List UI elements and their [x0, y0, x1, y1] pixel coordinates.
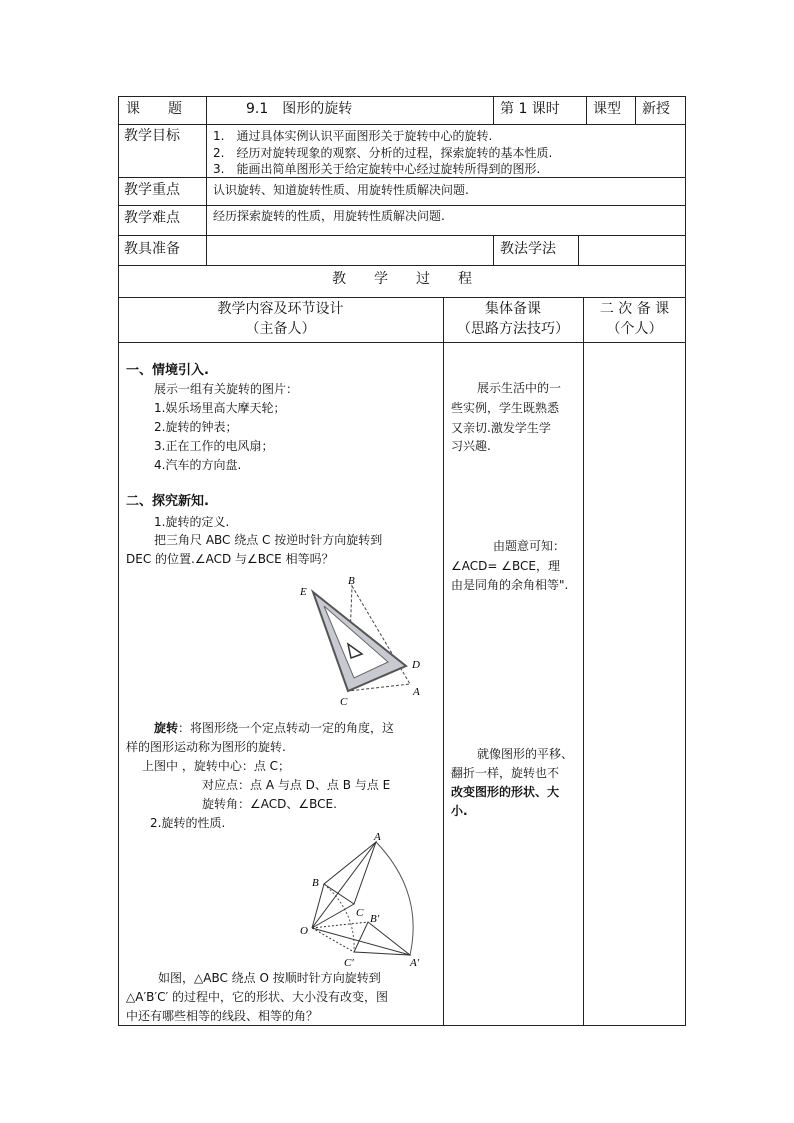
segment-oa1	[312, 928, 410, 955]
rotation-arc	[376, 842, 413, 955]
lesson-plan-table	[118, 96, 686, 1025]
center-line: 上图中 ，旋转中心：点 C；	[142, 759, 291, 773]
col-border	[443, 297, 444, 1025]
definition-line	[154, 720, 394, 737]
fig1-label-d: D	[412, 659, 420, 671]
col2-subheader: （思路方法技巧）	[457, 321, 569, 337]
note2-line: ∠ACD= ∠BCE，理	[451, 559, 560, 573]
question1-line: 把三角尺 ABC 绕点 C 按逆时针方向旋转到	[154, 533, 383, 547]
fig2-label-c1: C′	[344, 957, 354, 969]
triangle-a1b1c1	[354, 922, 410, 955]
segment-oc1	[312, 928, 354, 952]
note2-line: 由题意可知：	[493, 539, 566, 553]
note1-line: 展示生活中的一	[477, 381, 562, 395]
col-border	[685, 96, 686, 1025]
goal-item: 3. 能画出简单图形关于给定旋转中心经过旋转所得到的图形.	[213, 162, 541, 176]
col-border	[493, 96, 494, 124]
segment-ob	[312, 884, 324, 928]
period: 第 1 课时	[500, 101, 560, 117]
tools-label: 教具准备	[124, 241, 180, 257]
col-border	[206, 96, 207, 265]
row-border	[118, 342, 686, 343]
goal-item: 1. 通过具体实例认识平面图形关于旋转中心的旋转.	[213, 129, 493, 143]
fig2-label-o: O	[300, 925, 308, 937]
row-border	[118, 1025, 686, 1026]
section2-sub2: 2.旋转的性质.	[150, 816, 226, 830]
col-border	[578, 235, 579, 265]
col-border	[118, 96, 119, 1025]
question2-line: 中还有哪些相等的线段、相等的角？	[126, 1009, 319, 1023]
key-points-text: 认识旋转、知道旋转性质、用旋转性质解决问题.	[213, 183, 469, 197]
fig1-label-c: C	[340, 696, 348, 708]
row-border	[118, 96, 686, 97]
col-border	[635, 96, 636, 124]
lesson-title: 9.1 图形的旋转	[246, 101, 353, 117]
correspondence-line: 对应点：点 A 与点 D、点 B 与点 E	[202, 778, 391, 792]
note2-line: 由是同角的余角相等".	[451, 578, 569, 592]
fig1-label-e: E	[300, 586, 307, 598]
col2-header: 集体备课	[485, 301, 541, 317]
method-label: 教法学法	[500, 241, 556, 257]
type-label: 课型	[593, 101, 621, 117]
col-border	[583, 297, 584, 1025]
note1-line: 些实例，学生既熟悉	[451, 401, 560, 415]
section1-item: 3.正在工作的电风扇；	[154, 439, 274, 453]
fig2-label-a1: A′	[410, 957, 420, 969]
figure-triangle-rotation	[296, 574, 426, 709]
col-border	[493, 235, 494, 265]
goals-label: 教学目标	[124, 128, 180, 144]
note1-line: 又亲切.激发学生学	[451, 421, 551, 435]
section1-heading: 一、情境引入.	[126, 363, 209, 378]
note3-line: 改变图形的形状、大	[451, 785, 560, 799]
row-border	[118, 124, 686, 125]
goal-item: 2. 经历对旋转现象的观察、分析的过程，探索旋转的基本性质.	[213, 146, 553, 160]
section2-sub1: 1.旋转的定义.	[154, 515, 230, 529]
definition-text: ：将图形绕一个定点转动一定的角度，这	[178, 721, 395, 735]
row-border	[118, 265, 686, 266]
fig1-label-b: B	[348, 575, 355, 587]
row-border	[118, 235, 686, 236]
col1-header: 教学内容及环节设计	[217, 301, 344, 317]
question1-line: DEC 的位置.∠ACD 与∠BCE 相等吗？	[126, 552, 334, 566]
section1-item: 1.娱乐场里高大摩天轮；	[154, 401, 286, 415]
section1-item: 4.汽车的方向盘.	[154, 458, 242, 472]
section1-intro: 展示一组有关旋转的图片：	[154, 382, 299, 396]
segment-oa	[312, 842, 376, 928]
fig2-label-a: A	[374, 831, 381, 843]
definition-term: 旋转	[154, 721, 179, 735]
question2-line: 如图，△ABC 绕点 O 按顺时针方向旋转到	[158, 971, 381, 985]
figure-rotation-property	[300, 830, 428, 970]
process-title: 教 学 过 程	[332, 271, 472, 287]
fig2-label-c: C	[356, 907, 364, 919]
note3-line: 小.	[451, 804, 468, 818]
row-border	[118, 297, 686, 298]
note3-line: 翻折一样，旋转也不	[451, 766, 560, 780]
key-points-label: 教学重点	[124, 182, 180, 198]
section1-item: 2.旋转的钟表；	[154, 420, 238, 434]
col-border	[586, 96, 587, 124]
note1-line: 习兴趣.	[451, 439, 491, 453]
difficulties-text: 经历探索旋转的性质，用旋转性质解决问题.	[213, 209, 445, 223]
col3-subheader: （个人）	[606, 321, 663, 337]
definition-line: 样的图形运动称为图形的旋转.	[126, 740, 286, 754]
question2-line: △A′B′C′ 的过程中，它的形状、大小没有改变，图	[126, 990, 389, 1004]
subject-label: 课 题	[126, 101, 182, 117]
angle-line: 旋转角：∠ACD、∠BCE.	[202, 797, 337, 811]
type-value: 新授	[642, 101, 670, 117]
col3-header: 二 次 备 课	[599, 301, 670, 317]
col1-subheader: （主备人）	[245, 321, 316, 337]
fig2-label-b: B	[312, 877, 319, 889]
note3-line: 就像图形的平移、	[477, 747, 574, 761]
difficulties-label: 教学难点	[124, 210, 180, 226]
fig2-label-b1: B′	[370, 913, 380, 925]
section2-heading: 二、探究新知.	[126, 494, 209, 509]
row-border	[118, 205, 686, 206]
fig1-label-a: A	[413, 686, 420, 698]
triangle-abc	[324, 842, 376, 904]
